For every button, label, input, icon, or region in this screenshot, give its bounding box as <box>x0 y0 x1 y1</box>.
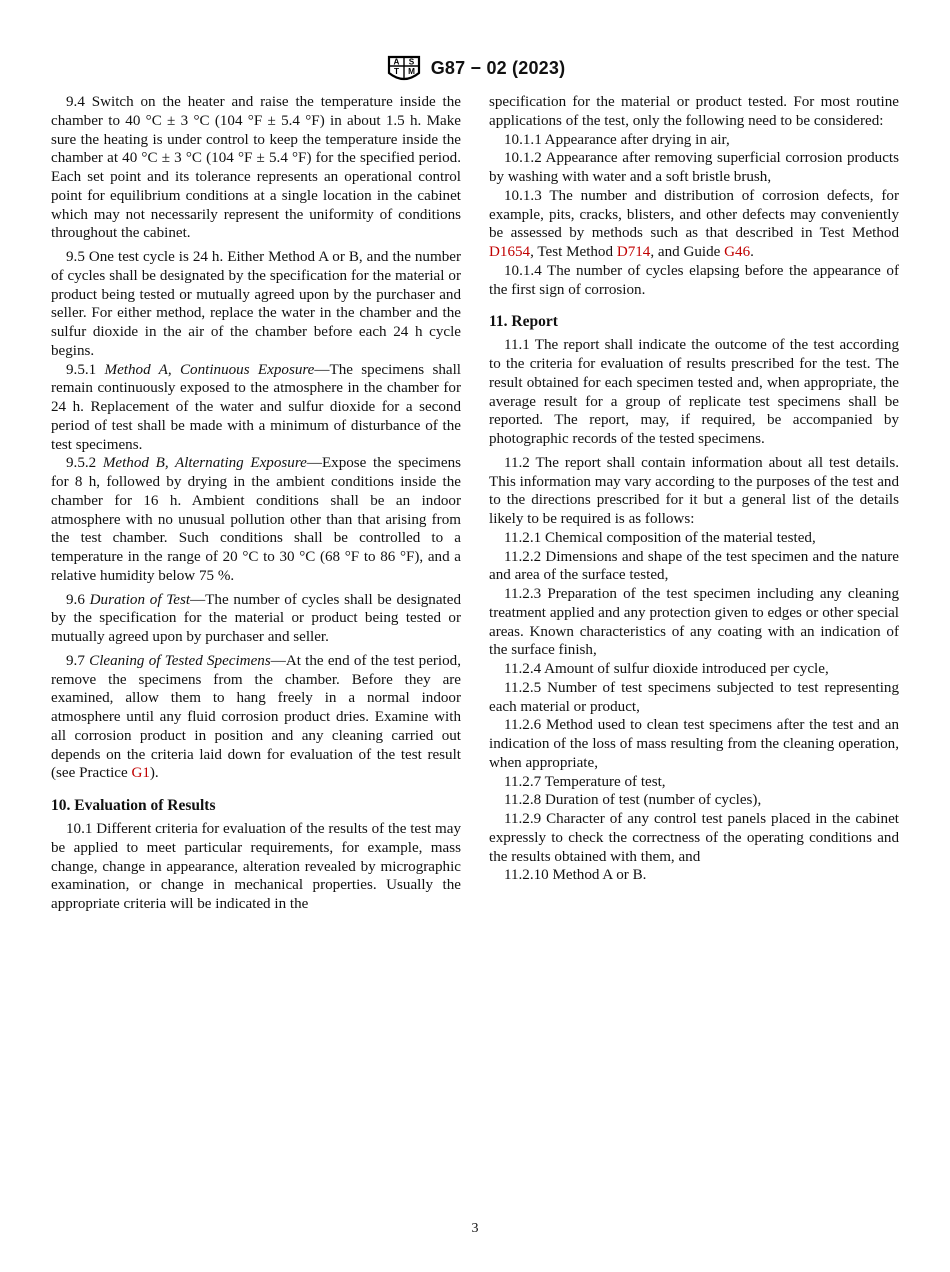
section-text: 10.1.3 The number and distribution of corrosion defects, for example, pits, cracks, blisters, and other defects may conveniently be assessed by methods such as that described in Test Method <box>489 187 899 242</box>
section-title: Method A, Continuous Exposure <box>104 361 315 378</box>
section-10-1-2: 10.1.2 Appearance after removing superficial corrosion products by washing with water and a soft bristle brush, <box>489 150 899 185</box>
section-11-1: 11.1 The report shall indicate the outcome of the test according to the criteria for evaluation of results prescribed for the test. The result obtained for each specimen tested and, when appropriate, the average result for a group of replicate test specimens shall be reported. The report, may, if required, be accompanied by photographic records of the tested specimens. <box>489 337 899 447</box>
astm-logo-icon <box>385 51 423 85</box>
section-number: 9.6 <box>66 591 90 608</box>
section-11-2-2: 11.2.2 Dimensions and shape of the test specimen and the nature and area of the surface tested, <box>489 548 899 584</box>
section-9-5-2 <box>51 454 461 585</box>
page-number: 3 <box>471 1221 479 1236</box>
section-text-end: . <box>750 244 754 260</box>
section-11-2-5: 11.2.5 Number of test specimens subjected to test representing each material or product, <box>489 679 899 715</box>
section-11-2-8: 11.2.8 Duration of test (number of cycles), <box>504 792 762 809</box>
section-text: , and Guide <box>650 244 725 260</box>
svg-text:M: M <box>407 67 415 76</box>
section-11-2-6: 11.2.6 Method used to clean test specimens after the test and an indication of the loss of mass resulting from the cleaning operation, when appropriate, <box>489 717 899 771</box>
section-title: Cleaning of Tested Specimens <box>89 652 271 669</box>
page-header <box>0 50 950 86</box>
section-9-7 <box>51 652 461 783</box>
section-number: 9.5.2 <box>66 455 103 472</box>
section-9-5: 9.5 One test cycle is 24 h. Either Method A or B, and the number of cycles shall be designated by the specification for the material or product being tested or mutually agreed upon by the purchaser and seller. For either method, replace the water in the chamber and the sulfur dioxide in the air of the chamber before each 24 h cycle begins. <box>51 249 461 359</box>
section-11-2-4: 11.2.4 Amount of sulfur dioxide introduced per cycle, <box>504 661 829 677</box>
section-number: 9.5.1 <box>66 361 105 378</box>
section-10-1-1: 10.1.1 Appearance after drying in air, <box>504 131 730 148</box>
section-title: Method B, Alternating Exposure <box>102 455 307 472</box>
section-11-2-10: 11.2.10 Method A or B. <box>504 867 647 884</box>
section-9-6 <box>51 591 461 647</box>
section-text: —At the end of the test period, remove the specimens from the chamber. Before they are examined, allow them to hang freely in a normal indoor atmosphere until any fluid corrosion product dries. Examine with all corrosion product in position and any cleaning carried out depends on the criteria laid down for evaluation of the test result (see Practice <box>51 652 461 782</box>
svg-text:T: T <box>393 67 399 76</box>
section-10-1-continued: specification for the material or product tested. For most routine applications of the test, only the following need to be considered: <box>489 94 899 129</box>
heading-section-11: 11. Report <box>489 313 558 331</box>
standard-designation: G87 − 02 (2023) <box>430 57 566 78</box>
left-column <box>51 93 461 914</box>
section-11-2-3: 11.2.3 Preparation of the test specimen including any cleaning treatment applied and any protection given to edges or other special areas. Known characteristics of any coating with an indication of the surface finish, <box>489 586 899 659</box>
section-9-4: 9.4 Switch on the heater and raise the temperature inside the chamber to 40 °C ± 3 °C (104 °F ± 5.4 °F) in about 1.5 h. Make sure the heating is under control to keep the temperature inside the chamber at 40 °C ± 3 °C (104 °F ± 5.4 °F) for the specified period. Each set point and its tolerance represents an operational control point for equilibrium conditions at a single location in the cabinet which may not necessarily represent the uniformity of conditions throughout the cabinet. <box>51 94 461 242</box>
section-11-2-1: 11.2.1 Chemical composition of the material tested, <box>504 529 816 546</box>
section-10-1-4: 10.1.4 The number of cycles elapsing before the appearance of the first sign of corrosion. <box>489 262 899 298</box>
section-10-1: 10.1 Different criteria for evaluation of the results of the test may be applied to meet particular requirements, for example, mass change, change in appearance, alteration revealed by micrographic examination, or change in mechanical properties. Usually the appropriate criteria will be indicated in the <box>51 821 461 912</box>
section-10-1-3 <box>489 187 899 262</box>
section-text-end: ). <box>149 765 159 782</box>
section-number: 9.7 <box>66 652 90 669</box>
heading-section-10: 10. Evaluation of Results <box>51 797 216 814</box>
section-text: , Test Method <box>530 244 617 260</box>
right-column <box>489 93 899 885</box>
section-11-2-9: 11.2.9 Character of any control test panels placed in the cabinet expressly to check the correctness of the operating conditions and the results obtained with them, and <box>489 811 899 865</box>
section-11-2: 11.2 The report shall contain information about all test details. This information may vary according to the purposes of the test and to the directions prescribed for it but a general list of the details likely to be required is as follows: <box>489 454 899 527</box>
svg-text:S: S <box>408 57 414 67</box>
reference-link-g46[interactable]: G46 <box>724 244 751 260</box>
svg-text:A: A <box>393 57 400 67</box>
reference-link-g1[interactable]: G1 <box>131 765 150 782</box>
section-text: —Expose the specimens for 8 h, followed by drying in the ambient conditions inside the chamber for 16 h. Ambient conditions shall be an indoor atmosphere with no unusual pollution other than that arising from the test chamber. Such conditions shall be controlled to a temperature in the range of 20 °C to 30 °C (68 °F to 86 °F), and a relative humidity below 75 %. <box>51 455 461 584</box>
section-title: Duration of Test <box>89 591 191 608</box>
reference-link-d1654[interactable]: D1654 <box>489 244 531 260</box>
reference-link-d714[interactable]: D714 <box>616 244 651 260</box>
section-9-5-1 <box>51 361 461 455</box>
section-text: —The number of cycles shall be designated by the specification for the material or product being tested or mutually agreed upon by purchaser and seller. <box>51 591 461 645</box>
section-text: —The specimens shall remain continuously exposed to the atmosphere in the chamber for 24 h. Replacement of the water and sulfur dioxide for a second period of test shall be made with a minimum of disturbance of the test specimens. <box>51 361 461 453</box>
section-11-2-7: 11.2.7 Temperature of test, <box>504 773 666 790</box>
